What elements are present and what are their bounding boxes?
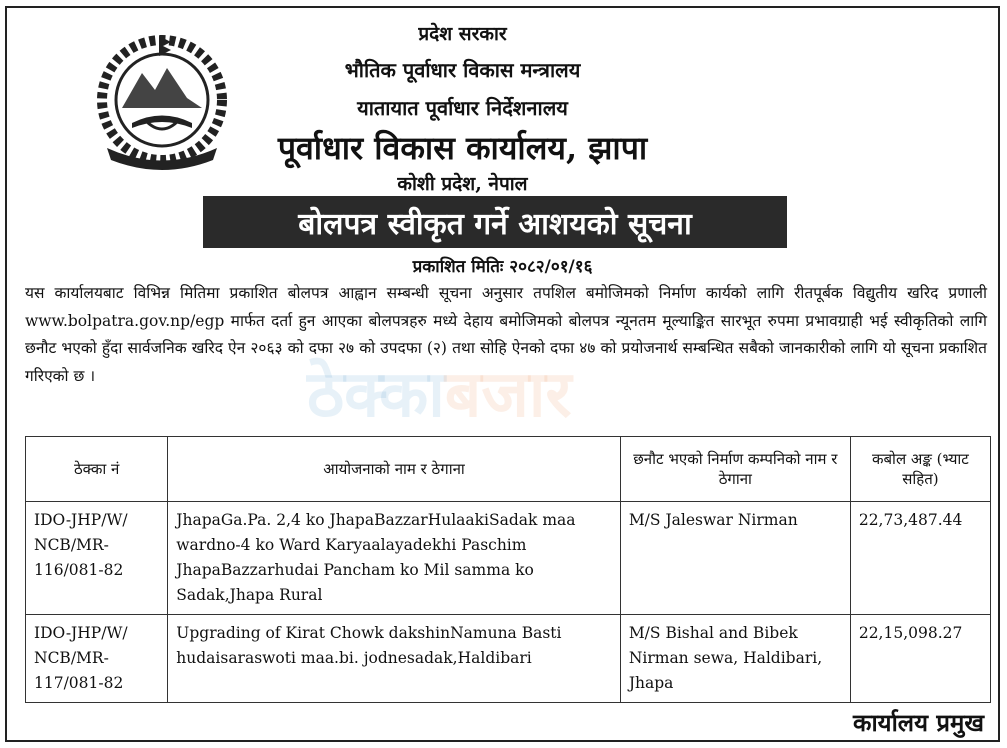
cell-amount: 22,15,098.27 <box>850 615 990 703</box>
watermark-part2: बजार <box>444 358 572 432</box>
header-contract-no: ठेक्का नं <box>26 437 168 502</box>
cell-company: M/S Bishal and Bibek Nirman sewa, Haldibari, Jhapa <box>620 615 850 703</box>
watermark-part1: ठेक्का <box>307 358 445 432</box>
header-company: छनौट भएको निर्माण कम्पनिको नाम र ठेगाना <box>620 437 850 502</box>
cell-company: M/S Jaleswar Nirman <box>620 502 850 615</box>
header-ministry: भौतिक पूर्वाधार विकास मन्त्रालय <box>344 58 581 82</box>
cell-contract-no: IDO-JHP/W/ NCB/MR- 116/081-82 <box>26 502 168 615</box>
header-location: कोशी प्रदेश, नेपाल <box>397 173 528 195</box>
header-province-govt: प्रदेश सरकार <box>418 23 507 45</box>
cell-project: JhapaGa.Pa. 2,4 ko JhapaBazzarHulaakiSadak maa wardno-4 ko Ward Karyaalayadekhi Paschim JhapaBazzarhudai Pancham ko Mil samma ko Sadak,Jhapa Rural <box>168 502 621 615</box>
header-amount: कबोल अङ्क (भ्याट सहित) <box>850 437 990 502</box>
cell-project: Upgrading of Kirat Chowk dakshinNamuna Basti hudaisaraswoti maa.bi. jodnesadak,Haldibari <box>168 615 621 703</box>
contract-table <box>25 436 991 703</box>
signature-office-chief: कार्यालय प्रमुख <box>853 708 984 737</box>
notice-body-text: यस कार्यालयबाट विभिन्न मितिमा प्रकाशित बोलपत्र आह्वान सम्बन्धी सूचना अनुसार तपशिल बमोजिमको निर्माण कार्यको लागि रीतपूर्बक विद्युतीय खरिद प्रणाली www.bolpatra.gov.np/egp मार्फत दर्ता हुन आएका बोलपत्रहरु मध्ये देहाय बमोजिमको बोलपत्र न्यूनतम मूल्याङ्कित सारभूत रुपमा प्रभावग्राही भई स्वीकृतिको लागि छनौट भएको हुँदा सार्वजनिक खरिद ऐन २०६३ को दफा २७ को उपदफा (२) तथा सोहि ऐनको दफा ४७ को प्रयोजनार्थ सम्बन्धित सबैको जानकारीको लागि यो सूचना प्रकाशित गरिएको छ । <box>25 284 987 385</box>
header-project: आयोजनाको नाम र ठेगाना <box>168 437 621 502</box>
header-directorate: यातायात पूर्वाधार निर्देशनालय <box>357 96 568 120</box>
header-office-name: पूर्वाधार विकास कार्यालय, झापा <box>277 129 648 167</box>
cell-amount: 22,73,487.44 <box>850 502 990 615</box>
table-header-row <box>26 437 991 502</box>
table-row <box>26 502 991 615</box>
notice-page <box>5 6 1000 742</box>
table-row <box>26 615 991 703</box>
notice-title: बोलपत्र स्वीकृत गर्ने आशयको सूचना <box>203 196 787 248</box>
published-date: प्रकाशित मितिः २०८२/०१/१६ <box>412 257 593 277</box>
cell-contract-no: IDO-JHP/W/ NCB/MR- 117/081-82 <box>26 615 168 703</box>
